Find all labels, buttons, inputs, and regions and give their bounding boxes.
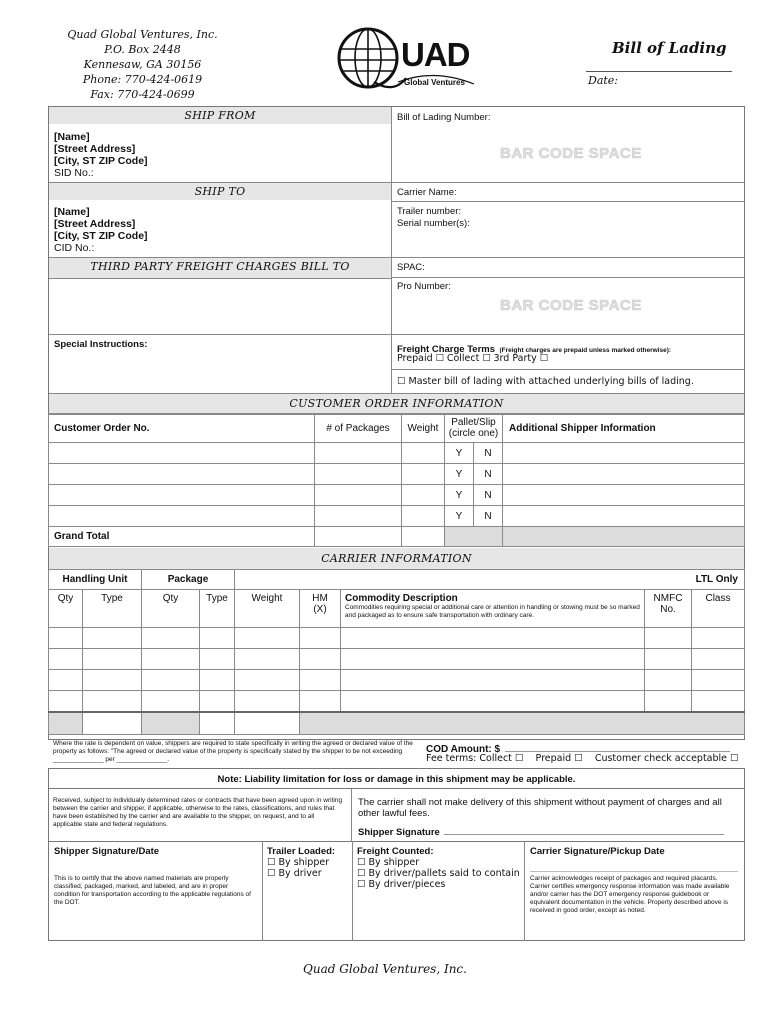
col-pallet-label: Pallet/Slip [451,417,496,428]
commodity-note: Commodities requiring special or additional care or attention in handling or stowing must be so marked and packaged as to ensure safe transportation with ordinary care. [345,604,640,619]
no-option[interactable]: N [474,485,503,506]
col-hu-type: Type [83,590,142,628]
no-option[interactable]: N [474,443,503,464]
ship-from-city: [City, ST ZIP Code] [54,155,148,167]
ship-to-cid: CID No.: [54,242,95,254]
prepaid-checkbox[interactable]: Prepaid ☐ [397,353,445,364]
company-name: Quad Global Ventures, Inc. [67,28,218,41]
ship-to-name: [Name] [54,206,90,218]
carrier-total-row[interactable] [49,712,745,735]
ship-to-street: [Street Address] [54,218,136,230]
col-pallet-slip [445,414,503,443]
third-party-checkbox[interactable]: 3rd Party ☐ [493,353,549,364]
special-instructions-label[interactable]: Special Instructions: [54,339,148,350]
yes-option[interactable]: Y [445,464,474,485]
company-address-block [60,27,225,102]
third-party-heading: THIRD PARTY FREIGHT CHARGES BILL TO [49,257,391,279]
ship-from-heading: SHIP FROM [49,107,391,124]
shipper-sig-date-label: Shipper Signature/Date [54,846,160,857]
right-divider-1 [391,182,744,183]
customer-order-heading: CUSTOMER ORDER INFORMATION [49,393,744,415]
table-row[interactable] [49,443,745,464]
freight-terms-note: (Freight charges are prepaid unless marked otherwise): [499,347,672,354]
table-row[interactable] [49,670,745,691]
third-party-address[interactable] [49,278,391,334]
package-header: Package [142,570,235,590]
handling-unit-header: Handling Unit [49,570,142,590]
table-row[interactable] [49,464,745,485]
barcode-space-2: BAR CODE SPACE [500,297,642,314]
ship-from-street: [Street Address] [54,143,136,155]
serial-numbers-label[interactable]: Serial number(s): [397,218,470,229]
grand-total-label: Grand Total [49,527,315,547]
pro-number-label[interactable]: Pro Number: [397,281,451,292]
table-row[interactable] [49,649,745,670]
carrier-sig-label: Carrier Signature/Pickup Date [530,846,665,857]
carrier-info-heading: CARRIER INFORMATION [49,548,744,570]
date-line [586,71,732,72]
counted-by-driver-pallets-checkbox[interactable]: ☐ By driver/pallets said to contain [357,868,520,879]
shipper-sig-date-text: This is to certify that the above named materials are properly classified, packaged, marked, and labeled, and are in proper condition for transportation according to the applicable regulations of the DOT. [54,875,251,906]
shipper-signature-label: Shipper Signature [358,827,440,838]
sig-div-2 [352,841,353,941]
table-row[interactable] [49,485,745,506]
table-row[interactable] [49,506,745,527]
ship-to-city: [City, ST ZIP Code] [54,230,148,242]
col-pkg-qty: Qty [142,590,200,628]
counted-by-driver-pieces-checkbox[interactable]: ☐ By driver/pieces [357,879,446,890]
counted-by-shipper-checkbox[interactable]: ☐ By shipper [357,857,420,868]
col-packages: # of Packages [315,414,402,443]
trailer-loaded [267,846,351,879]
spac-label[interactable]: SPAC: [397,262,425,273]
company-city: Kennesaw, GA 30156 [83,58,202,71]
no-option[interactable]: N [474,464,503,485]
col-hm [300,590,341,628]
logo-subtext: Global Ventures [404,78,465,87]
logo-text: UAD [401,36,470,73]
yes-option[interactable]: Y [445,506,474,527]
master-bol-checkbox[interactable]: ☐ Master bill of lading with attached underlying bills of lading. [397,376,694,387]
col-customer-order-no: Customer Order No. [49,414,315,443]
col-class: Class [692,590,745,628]
shipper-signature-date[interactable] [54,846,254,907]
company-fax: Fax: 770-424-0699 [90,88,195,101]
freight-terms-label: Freight Charge Terms [397,344,496,355]
declared-value-note: Where the rate is dependent on value, shippers are required to state specifically in writing the agreed or declared value of the property as follows: "The agreed or declared value of the property is specifically stated by the shipper to be not exceeding ______________ per ______________. [53,740,413,763]
fee-terms-prepaid[interactable]: Prepaid ☐ [535,753,583,764]
lower-vdivider [351,789,352,841]
fee-terms-collect[interactable]: Fee terms: Collect ☐ [426,753,524,764]
nmfc-no: No. [660,604,676,615]
col-commodity [341,590,645,628]
yes-option[interactable]: Y [445,485,474,506]
barcode-space: BAR CODE SPACE [500,145,642,162]
company-po-box: P.O. Box 2448 [104,43,181,56]
shipper-signature[interactable] [358,822,724,840]
sig-row-divider [48,841,745,842]
sig-div-1 [262,841,263,941]
table-row[interactable] [49,691,745,712]
col-hm-label: HM [312,593,328,604]
col-additional-info: Additional Shipper Information [503,414,745,443]
document-title: Bill of Lading [612,39,727,57]
carrier-info-table [48,569,745,735]
carrier-sig-line [530,871,738,872]
trailer-by-shipper-checkbox[interactable]: ☐ By shipper [267,857,330,868]
ship-from-name: [Name] [54,131,90,143]
bol-number-label[interactable]: Bill of Lading Number: [397,112,491,123]
trailer-by-driver-checkbox[interactable]: ☐ By driver [267,868,322,879]
company-phone: Phone: 770-424-0619 [82,73,203,86]
grand-total-row[interactable] [49,527,745,547]
trailer-number-label[interactable]: Trailer number: [397,206,462,217]
ship-to-address[interactable] [54,206,384,254]
carrier-signature-pickup[interactable] [530,846,738,915]
col-weight: Weight [235,590,300,628]
liability-note: Note: Liability limitation for loss or damage in this shipment may be applicable. [48,768,745,789]
right-divider-4 [391,277,744,278]
nmfc-label: NMFC [653,593,683,604]
freight-counted-label: Freight Counted: [357,846,434,857]
ship-to-heading: SHIP TO [49,182,391,200]
trailer-loaded-label: Trailer Loaded: [267,846,336,857]
carrier-sig-text: Carrier acknowledges receipt of packages and required placards. Carrier certifies emergency response information was made available and/or carrier has the DOT emergency response guidebook or equivalent documentation in the vehicle. Property described above is received in good order, except as noted. [530,875,730,914]
special-divider [49,334,744,335]
col-hu-qty: Qty [49,590,83,628]
ltl-only-header: LTL Only [692,570,745,590]
customer-check-acceptable[interactable]: Customer check acceptable ☐ [594,753,739,764]
col-nmfc [645,590,692,628]
date-label: Date: [588,74,619,87]
shipper-signature-line [444,834,724,835]
commodity-label: Commodity Description [345,593,458,604]
freight-counted [357,846,523,890]
carrier-name-label[interactable]: Carrier Name: [397,187,457,198]
col-weight: Weight [402,414,445,443]
footer-company-name: Quad Global Ventures, Inc. [303,962,467,976]
col-hm-x: (X) [313,604,327,615]
customer-order-table [48,413,745,547]
right-divider-2 [391,201,744,202]
table-row[interactable] [49,628,745,649]
cod-amount-line [505,751,730,752]
received-text: Received, subject to individually determined rates or contracts that have been agreed upon in writing between the carrier and shipper, if applicable, otherwise to the rates, classifications, and rules that have been established by the carrier and are available to the shipper, on request, and to all applicable state and federal regulations. [53,797,343,828]
col-pkg-type: Type [200,590,235,628]
freight-terms-options [397,353,548,364]
right-divider-3 [391,257,744,258]
carrier-no-delivery: The carrier shall not make delivery of this shipment without payment of charges and all other lawful fees. [358,797,722,819]
col-pallet-sub: (circle one) [448,428,499,439]
cod-fee-terms [426,753,739,764]
sig-div-3 [524,841,525,941]
no-option[interactable]: N [474,506,503,527]
yes-option[interactable]: Y [445,443,474,464]
collect-checkbox[interactable]: Collect ☐ [446,353,491,364]
cod-amount-label: COD Amount: $ [426,744,501,755]
master-divider [391,369,744,370]
ship-from-address[interactable] [54,131,384,179]
column-divider [391,107,392,393]
ship-from-sid: SID No.: [54,167,94,179]
company-logo [334,22,484,96]
